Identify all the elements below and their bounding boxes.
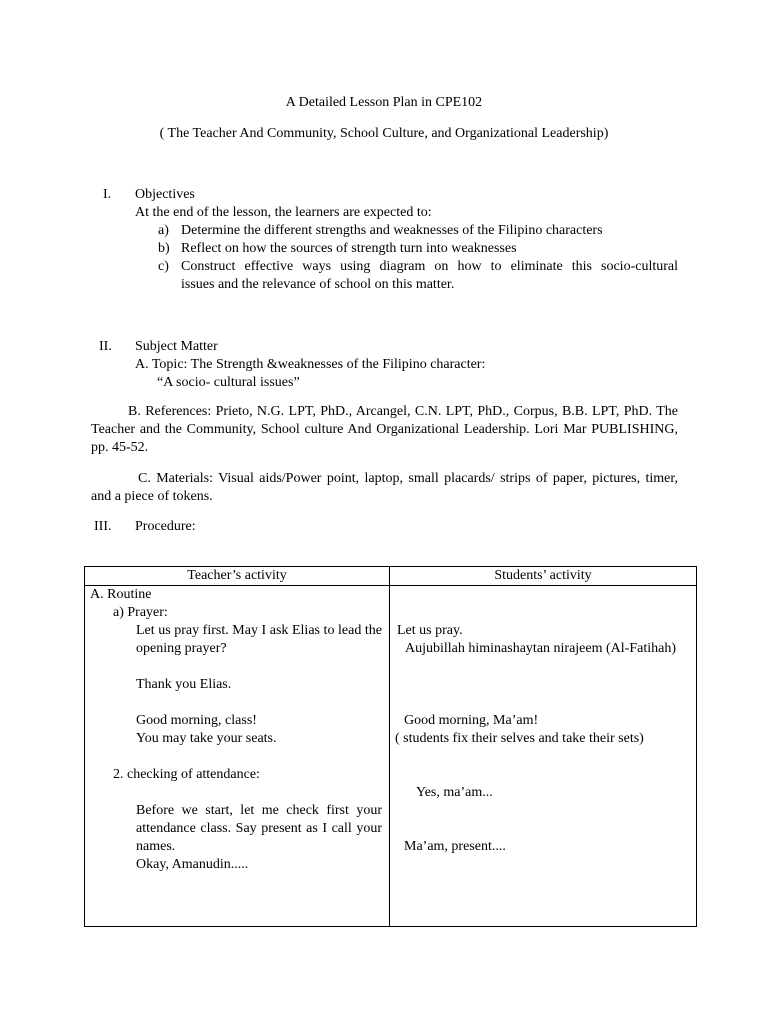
teacher-okay: Okay, Amanudin..... bbox=[136, 857, 249, 872]
objective-marker-c: c) bbox=[158, 259, 169, 274]
subject-matter-heading: Subject Matter bbox=[135, 339, 218, 354]
objectives-intro: At the end of the lesson, the learners are expected to: bbox=[135, 205, 432, 220]
teacher-prayer-text: Let us pray first. May I ask Elias to lead the opening prayer? bbox=[136, 623, 382, 656]
section-numeral-procedure: III. bbox=[94, 519, 112, 534]
student-pray: Let us pray. bbox=[397, 623, 463, 638]
student-fatihah: Aujubillah himinashaytan nirajeem (Al-Fatihah) bbox=[405, 641, 676, 656]
objective-item-a: Determine the different strengths and weaknesses of the Filipino characters bbox=[181, 223, 603, 238]
teacher-seats: You may take your seats. bbox=[136, 731, 277, 746]
section-numeral-subject-matter: II. bbox=[99, 339, 112, 354]
attendance-label: 2. checking of attendance: bbox=[113, 767, 260, 782]
objective-marker-a: a) bbox=[158, 223, 169, 238]
objectives-heading: Objectives bbox=[135, 187, 195, 202]
objective-item-c-line2: issues and the relevance of school on this matter. bbox=[181, 277, 455, 292]
references-paragraph: B. References: Prieto, N.G. LPT, PhD., Arcangel, C.N. LPT, PhD., Corpus, B.B. LPT, PhD. The Teacher and the Community, School culture And Organizational Leadership. Lori Mar PUBLISHING, pp. 45-52. bbox=[91, 404, 678, 455]
document-title: A Detailed Lesson Plan in CPE102 bbox=[285, 95, 483, 110]
prayer-label: a) Prayer: bbox=[113, 605, 168, 620]
student-greeting: Good morning, Ma’am! bbox=[404, 713, 539, 728]
students-activity-cell bbox=[390, 586, 697, 927]
teacher-attendance-text: Before we start, let me check first your attendance class. Say present as I call your names. bbox=[136, 803, 382, 854]
procedure-table bbox=[84, 566, 697, 927]
students-activity-header: Students’ activity bbox=[390, 567, 697, 586]
topic-line: A. Topic: The Strength &weaknesses of the Filipino character: bbox=[135, 357, 486, 372]
topic-quote: “A socio- cultural issues” bbox=[157, 375, 300, 390]
objective-item-b: Reflect on how the sources of strength turn into weaknesses bbox=[181, 241, 517, 256]
student-seats: ( students fix their selves and take their sets) bbox=[395, 731, 644, 746]
teacher-activity-cell bbox=[85, 586, 390, 927]
section-numeral-objectives: I. bbox=[103, 187, 112, 202]
teacher-thanks: Thank you Elias. bbox=[136, 677, 232, 692]
teacher-activity-header: Teacher’s activity bbox=[85, 567, 390, 586]
routine-label: A. Routine bbox=[90, 587, 152, 602]
objective-item-c-line1: Construct effective ways using diagram on how to eliminate this socio-cultural bbox=[181, 259, 678, 274]
student-yes: Yes, ma’am... bbox=[416, 785, 493, 800]
document-subtitle: ( The Teacher And Community, School Culture, and Organizational Leadership) bbox=[159, 126, 609, 141]
materials-paragraph: C. Materials: Visual aids/Power point, laptop, small placards/ strips of paper, pictures, timer, and a piece of tokens. bbox=[91, 471, 678, 504]
objective-marker-b: b) bbox=[158, 241, 170, 256]
student-present: Ma’am, present.... bbox=[404, 839, 506, 854]
procedure-heading: Procedure: bbox=[135, 519, 196, 534]
teacher-greeting: Good morning, class! bbox=[136, 713, 257, 728]
